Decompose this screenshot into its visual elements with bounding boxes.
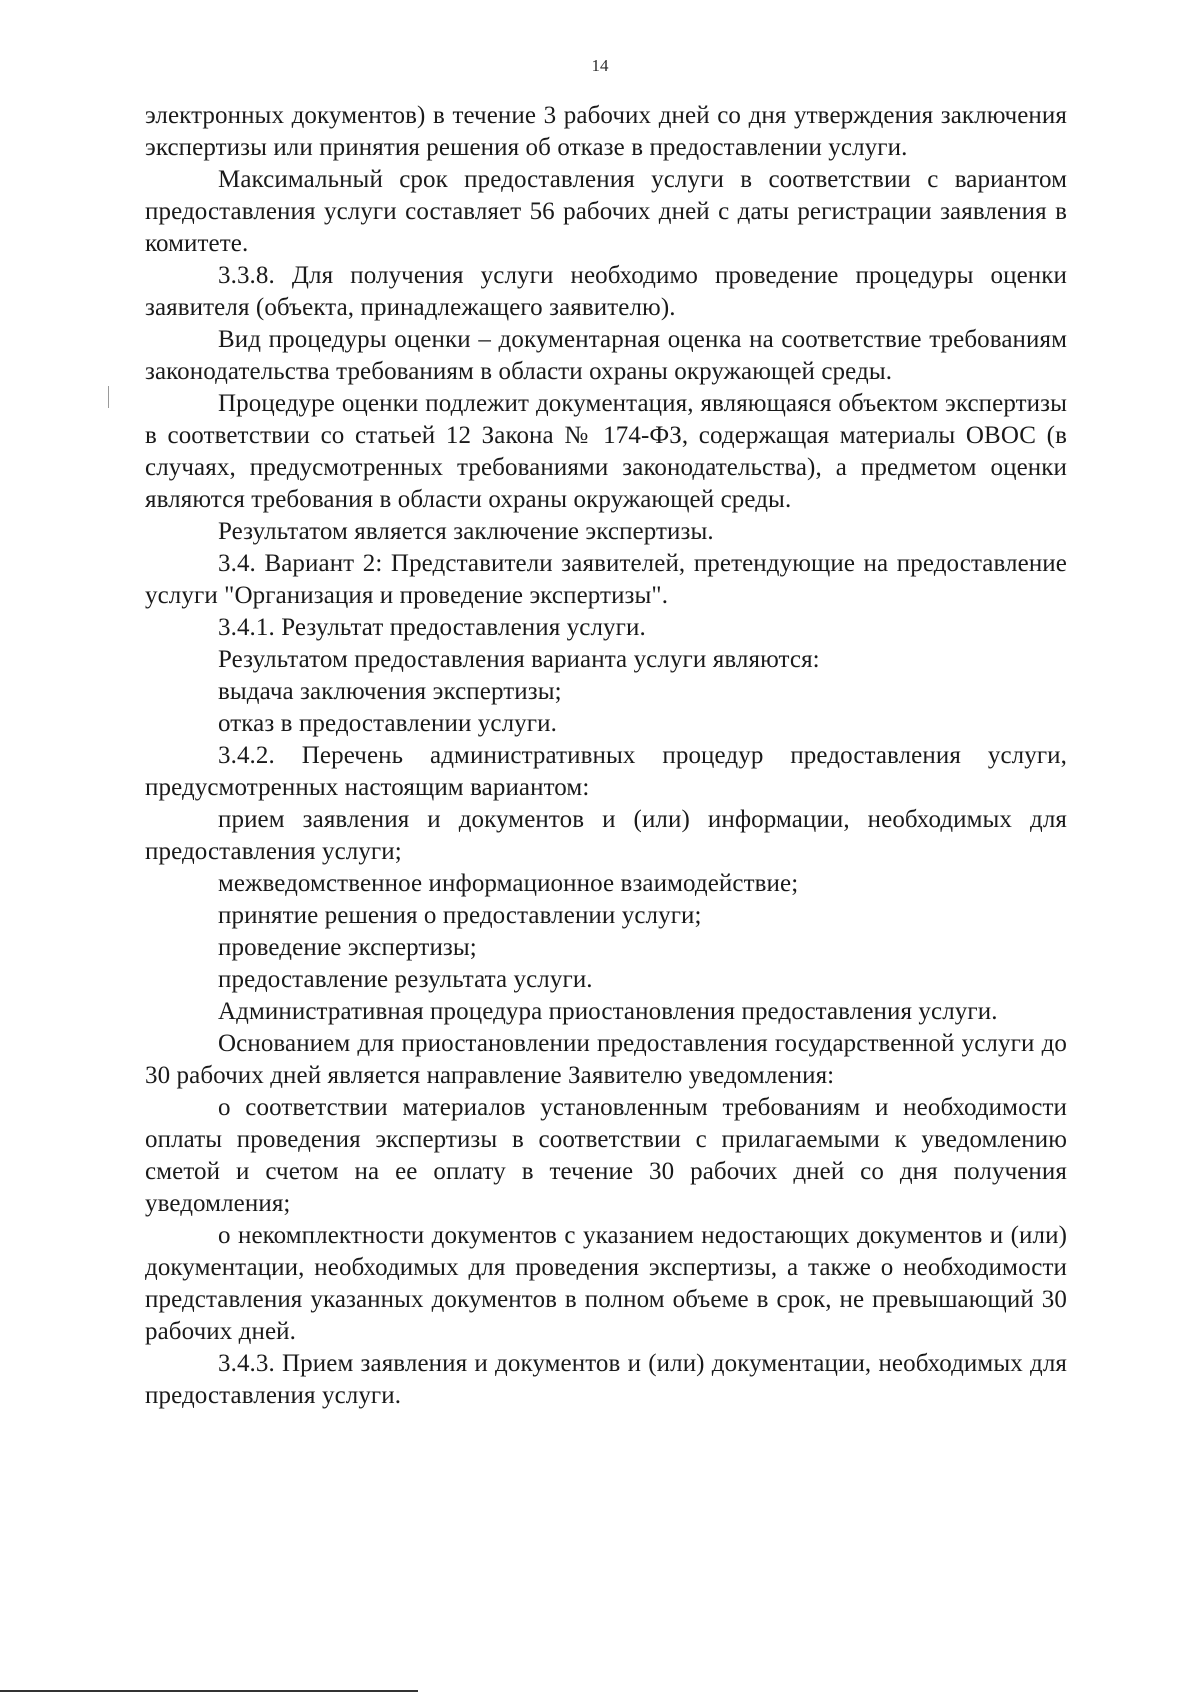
paragraph-3-3-8: 3.3.8. Для получения услуги необходимо проведение процедуры оценки заявителя (объекта, принадлежащего заявителю). [145, 262, 1067, 321]
list-item-decision: принятие решения о предоставлении услуги; [218, 902, 702, 929]
list-item-issue-conclusion: выдача заключения экспертизы; [218, 678, 562, 705]
paragraph-result: Результатом является заключение экспертизы. [218, 518, 714, 545]
paragraph-3-4-2: 3.4.2. Перечень административных процедур предоставления услуги, предусмотренных настоящим вариантом: [145, 742, 1067, 801]
list-item-expertise: проведение экспертизы; [218, 934, 477, 961]
list-item-incompleteness-notice: о некомплектности документов с указанием недостающих документов и (или) документации, необходимых для проведения экспертизы, а также о необходимости представления указанных документов в полном объеме в срок, не превышающий 30 рабочих дней. [145, 1222, 1067, 1345]
paragraph-3-4-1: 3.4.1. Результат предоставления услуги. [218, 614, 646, 641]
page-number: 14 [591, 56, 609, 75]
paragraph-3-4: 3.4. Вариант 2: Представители заявителей, претендующие на предоставление услуги "Организация и проведение экспертизы". [145, 550, 1067, 609]
document-body [145, 100, 1067, 1412]
list-item-interagency: межведомственное информационное взаимодействие; [218, 870, 799, 897]
paragraph-3-4-3: 3.4.3. Прием заявления и документов и (или) документации, необходимых для предоставления услуги. [145, 1350, 1067, 1409]
paragraph-suspension-procedure: Административная процедура приостановления предоставления услуги. [218, 998, 998, 1025]
paragraph-results-list-intro: Результатом предоставления варианта услуги являются: [218, 646, 820, 673]
paragraph-suspension-basis: Основанием для приостановлении предоставления государственной услуги до 30 рабочих дней является направление Заявителю уведомления: [145, 1030, 1067, 1089]
paragraph-max-term: Максимальный срок предоставления услуги в соответствии с вариантом предоставления услуги составляет 56 рабочих дней с даты регистрации заявления в комитете. [145, 166, 1067, 257]
list-item-application-intake: прием заявления и документов и (или) информации, необходимых для предоставления услуги; [145, 806, 1067, 865]
scan-margin-mark [108, 386, 109, 408]
list-item-compliance-notice: о соответствии материалов установленным требованиям и необходимости оплаты проведения экспертизы в соответствии с прилагаемыми к уведомлению сметой и счетом на ее оплату в течение 30 рабочих дней со дня получения уведомления; [145, 1094, 1067, 1217]
paragraph-continuation: электронных документов) в течение 3 рабочих дней со дня утверждения заключения экспертизы или принятия решения об отказе в предоставлении услуги. [145, 102, 1067, 161]
footnote-rule [0, 1690, 418, 1692]
list-item-result-delivery: предоставление результата услуги. [218, 966, 593, 993]
paragraph-assessment-type: Вид процедуры оценки – документарная оценка на соответствие требованиям законодательства требованиям в области охраны окружающей среды. [145, 326, 1067, 385]
list-item-refusal: отказ в предоставлении услуги. [218, 710, 557, 737]
paragraph-assessment-subject: Процедуре оценки подлежит документация, являющаяся объектом экспертизы в соответствии со статьей 12 Закона № 174-ФЗ, содержащая материалы ОВОС (в случаях, предусмотренных требованиями законодательства), а предметом оценки являются требования в области охраны окружающей среды. [145, 390, 1067, 513]
